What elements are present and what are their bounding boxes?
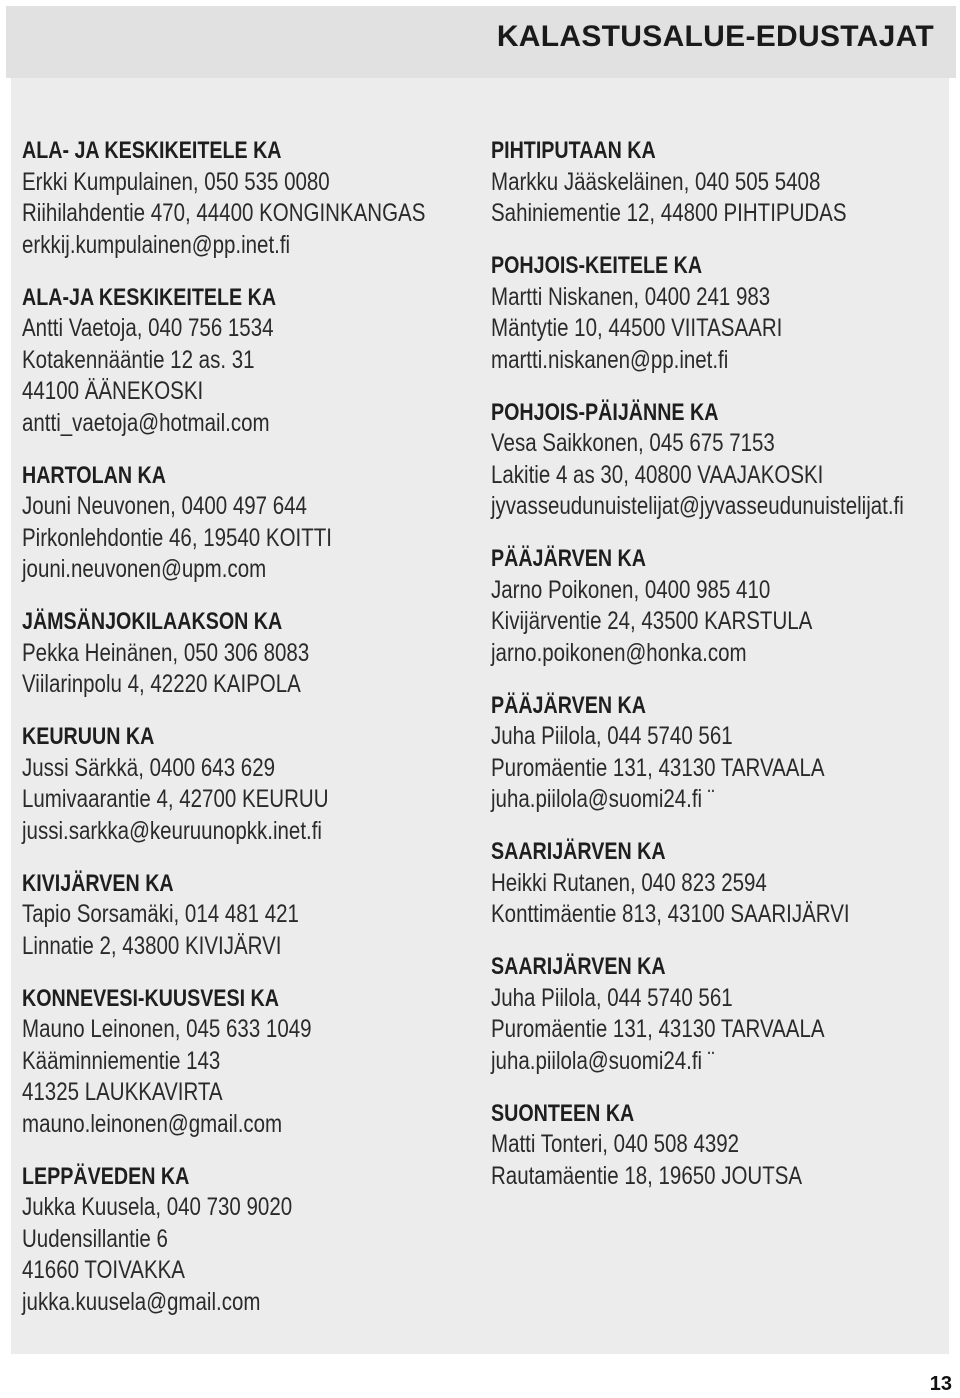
entry-detail-line: Matti Tonteri, 040 508 4392 [491, 1130, 740, 1158]
entry-email: jarno.poikonen@honka.com [491, 638, 747, 667]
entry-district-name: POHJOIS-KEITELE KA [491, 252, 703, 279]
entry-detail-line: Rautamäentie 18, 19650 JOUTSA [491, 1161, 803, 1190]
entry-district-name: LEPPÄVEDEN KA [22, 1162, 190, 1190]
entry-detail-line: Heikki Rutanen, 040 823 2594 [491, 868, 767, 897]
contact-entry [491, 951, 946, 1077]
entry-district-name: PÄÄJÄRVEN KA [491, 691, 646, 719]
entry-detail-line: Mäntytie 10, 44500 VIITASAARI [491, 314, 783, 342]
contact-entry [22, 606, 472, 701]
contact-entry [491, 397, 946, 523]
entry-detail-line: 41325 LAUKKAVIRTA [22, 1078, 223, 1106]
entry-detail-line: Lakitie 4 as 30, 40800 VAAJAKOSKI [491, 460, 824, 489]
contact-entry [22, 721, 472, 847]
entry-district-name: POHJOIS-PÄIJÄNNE KA [491, 398, 719, 426]
entry-district-name: SAARIJÄRVEN KA [491, 838, 666, 865]
entry-detail-line: Puromäentie 131, 43130 TARVAALA [491, 753, 825, 782]
entry-email: jyvasseudunuistelijat@jyvasseudunuistelijat.fi [491, 492, 904, 520]
entry-detail-line: Markku Jääskeläinen, 040 505 5408 [491, 167, 821, 196]
entry-district-name: KEURUUN KA [22, 723, 155, 750]
contact-entry [22, 460, 472, 586]
contact-entry [491, 690, 946, 816]
contact-entry [22, 1161, 472, 1319]
entry-district-name: JÄMSÄNJOKILAAKSON KA [22, 608, 283, 635]
page-title: KALASTUSALUE-EDUSTAJAT [496, 20, 934, 53]
entry-detail-line: Jarno Poikonen, 0400 985 410 [491, 575, 771, 604]
entry-detail-line: 41660 TOIVAKKA [22, 1256, 185, 1284]
contact-entry [491, 543, 946, 669]
page-number: 13 [929, 1373, 952, 1395]
entry-email: erkkij.kumpulainen@pp.inet.fi [22, 230, 291, 259]
contact-entry [491, 836, 946, 931]
entry-district-name: PIHTIPUTAAN KA [491, 137, 656, 164]
entry-detail-line: Kääminniementie 143 [22, 1046, 221, 1075]
entry-detail-line: Uudensillantie 6 [22, 1224, 168, 1253]
entry-detail-line: Pekka Heinänen, 050 306 8083 [22, 638, 310, 667]
entry-email: jouni.neuvonen@upm.com [22, 555, 267, 583]
entry-detail-line: Linnatie 2, 43800 KIVIJÄRVI [22, 931, 282, 960]
entry-detail-line: Konttimäentie 813, 43100 SAARIJÄRVI [491, 900, 850, 928]
entry-detail-line: Juha Piilola, 044 5740 561 [491, 983, 733, 1012]
entry-detail-line: Antti Vaetoja, 040 756 1534 [22, 314, 274, 342]
right-column [491, 135, 946, 1213]
contact-entry [22, 135, 472, 261]
contact-entry [22, 983, 472, 1141]
entry-detail-line: Mauno Leinonen, 045 633 1049 [22, 1015, 312, 1043]
entry-district-name: ALA- JA KESKIKEITELE KA [22, 137, 282, 164]
entry-detail-line: Jouni Neuvonen, 0400 497 644 [22, 492, 307, 520]
entry-district-name: PÄÄJÄRVEN KA [491, 545, 646, 572]
entry-detail-line: Vesa Saikkonen, 045 675 7153 [491, 429, 775, 457]
entry-detail-line: Juha Piilola, 044 5740 561 [491, 722, 733, 750]
contact-entry [491, 135, 946, 230]
left-column [22, 135, 472, 1339]
entry-district-name: KIVIJÄRVEN KA [22, 869, 174, 897]
entry-email: juha.piilola@suomi24.fi ¨ [491, 785, 715, 813]
entry-detail-line: Jussi Särkkä, 0400 643 629 [22, 753, 276, 782]
entry-detail-line: Erkki Kumpulainen, 050 535 0080 [22, 167, 330, 196]
entry-detail-line: Kivijärventie 24, 43500 KARSTULA [491, 607, 813, 635]
entry-detail-line: Martti Niskanen, 0400 241 983 [491, 282, 771, 311]
entry-email: jukka.kuusela@gmail.com [22, 1287, 261, 1316]
entry-detail-line: Riihilahdentie 470, 44400 KONGINKANGAS [22, 199, 426, 227]
entry-detail-line: Tapio Sorsamäki, 014 481 421 [22, 900, 299, 928]
entry-email: juha.piilola@suomi24.fi ¨ [491, 1046, 715, 1075]
entry-detail-line: Kotakennääntie 12 as. 31 [22, 345, 255, 374]
entry-district-name: KONNEVESI-KUUSVESI KA [22, 984, 279, 1012]
entry-detail-line: Pirkonlehdontie 46, 19540 KOITTI [22, 523, 332, 552]
contact-entry [22, 282, 472, 440]
entry-detail-line: Lumivaarantie 4, 42700 KEURUU [22, 785, 329, 813]
entry-detail-line: Puromäentie 131, 43130 TARVAALA [491, 1015, 825, 1043]
entry-district-name: HARTOLAN KA [22, 461, 166, 489]
entry-email: jussi.sarkka@keuruunopkk.inet.fi [22, 816, 322, 845]
contact-entry [491, 1098, 946, 1193]
entry-district-name: SAARIJÄRVEN KA [491, 953, 666, 980]
entry-email: antti_vaetoja@hotmail.com [22, 408, 270, 437]
entry-email: mauno.leinonen@gmail.com [22, 1109, 283, 1138]
entry-detail-line: Viilarinpolu 4, 42220 KAIPOLA [22, 670, 301, 698]
entry-detail-line: Jukka Kuusela, 040 730 9020 [22, 1193, 293, 1221]
contact-entry [491, 250, 946, 376]
entry-email: martti.niskanen@pp.inet.fi [491, 345, 729, 374]
entry-detail-line: 44100 ÄÄNEKOSKI [22, 377, 204, 405]
entry-detail-line: Sahiniementie 12, 44800 PIHTIPUDAS [491, 199, 847, 227]
entry-district-name: ALA-JA KESKIKEITELE KA [22, 283, 277, 311]
contact-entry [22, 868, 472, 963]
entry-district-name: SUONTEEN KA [491, 1099, 635, 1127]
